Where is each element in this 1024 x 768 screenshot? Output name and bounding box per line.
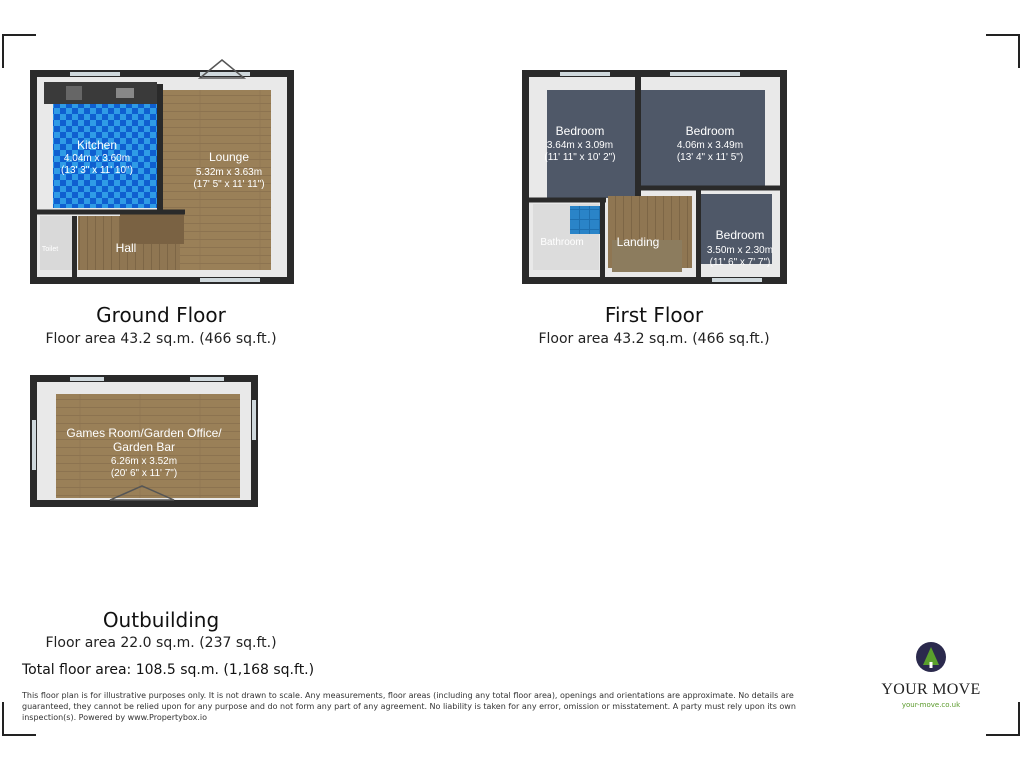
bedroom-3-imperial: (11' 6" x 7' 7") [709, 257, 771, 268]
bedroom-1-label: Bedroom [555, 124, 605, 138]
window [712, 278, 762, 282]
window [200, 278, 260, 282]
ground-floor-area: Floor area 43.2 sq.m. (466 sq.ft.) [45, 331, 277, 347]
ground-floor-plan [30, 60, 294, 284]
kitchen-worktop [44, 82, 157, 104]
kitchen-metric: 4.04m x 3.60m [63, 153, 131, 164]
brand-name: YOUR MOVE [881, 681, 981, 698]
bedroom-1-metric: 3.64m x 3.09m [546, 140, 614, 151]
window [252, 400, 256, 440]
lounge-label: Lounge [208, 150, 250, 164]
first-floor-title: First Floor [604, 303, 704, 327]
games-room-label-line2: Garden Bar [112, 440, 176, 454]
kitchen-label: Kitchen [76, 138, 118, 152]
hob-icon [66, 86, 82, 100]
games-room-label-line1: Games Room/Garden Office/ [66, 426, 222, 440]
bedroom-2-imperial: (13' 4" x 11' 5") [676, 152, 744, 163]
bedroom-2-metric: 4.06m x 3.49m [676, 140, 744, 151]
outbuilding-title: Outbuilding [102, 608, 220, 632]
window [70, 377, 104, 381]
sink-icon [116, 88, 134, 98]
lounge-imperial: (17' 5" x 11' 11") [193, 179, 265, 190]
window [190, 377, 224, 381]
bedroom-2-label: Bedroom [685, 124, 735, 138]
total-floor-area: Total floor area: 108.5 sq.m. (1,168 sq.ft.) [22, 662, 315, 678]
bedroom-2-floor [641, 90, 765, 186]
brand-url: your-move.co.uk [901, 701, 961, 709]
bedroom-1-imperial: (11' 11" x 10' 2") [544, 152, 616, 163]
first-floor-plan [522, 70, 787, 284]
bedroom-3-metric: 3.50m x 2.30m [706, 245, 774, 256]
landing-label: Landing [616, 235, 660, 249]
outbuilding-plan [30, 375, 258, 507]
games-room-imperial: (20' 6" x 11' 7") [110, 468, 178, 479]
stairs [120, 214, 184, 244]
first-floor-area: Floor area 43.2 sq.m. (466 sq.ft.) [538, 331, 770, 347]
games-room-metric: 6.26m x 3.52m [110, 456, 178, 467]
window [670, 72, 740, 76]
shower-tiles [570, 206, 600, 234]
disclaimer-text: This floor plan is for illustrative purposes only. It is not drawn to scale. Any measurements, floor areas (including any total floor area), openings and orientations are approximate. No details are guaranteed, they cannot be relied upon for any purpose and do not form any part of any agreement. No liability is taken for any error, omission or misstatement. A party must rely upon its own inspection(s). Powered by www.Propertybox.io [22, 691, 796, 722]
bedroom-3-label: Bedroom [715, 228, 765, 242]
bathroom-label: Bathroom [540, 237, 584, 248]
window [560, 72, 610, 76]
window [32, 420, 36, 470]
lounge-metric: 5.32m x 3.63m [195, 167, 263, 178]
window [70, 72, 120, 76]
your-move-logo [876, 640, 986, 709]
ground-floor-title: Ground Floor [96, 303, 226, 327]
outbuilding-area: Floor area 22.0 sq.m. (237 sq.ft.) [45, 635, 277, 651]
tree-logo-icon [914, 640, 948, 674]
hall-label: Hall [115, 241, 137, 255]
toilet-room-floor [40, 216, 72, 270]
toilet-label: Toilet [41, 246, 59, 253]
kitchen-imperial: (13' 3" x 11' 10") [61, 165, 133, 176]
